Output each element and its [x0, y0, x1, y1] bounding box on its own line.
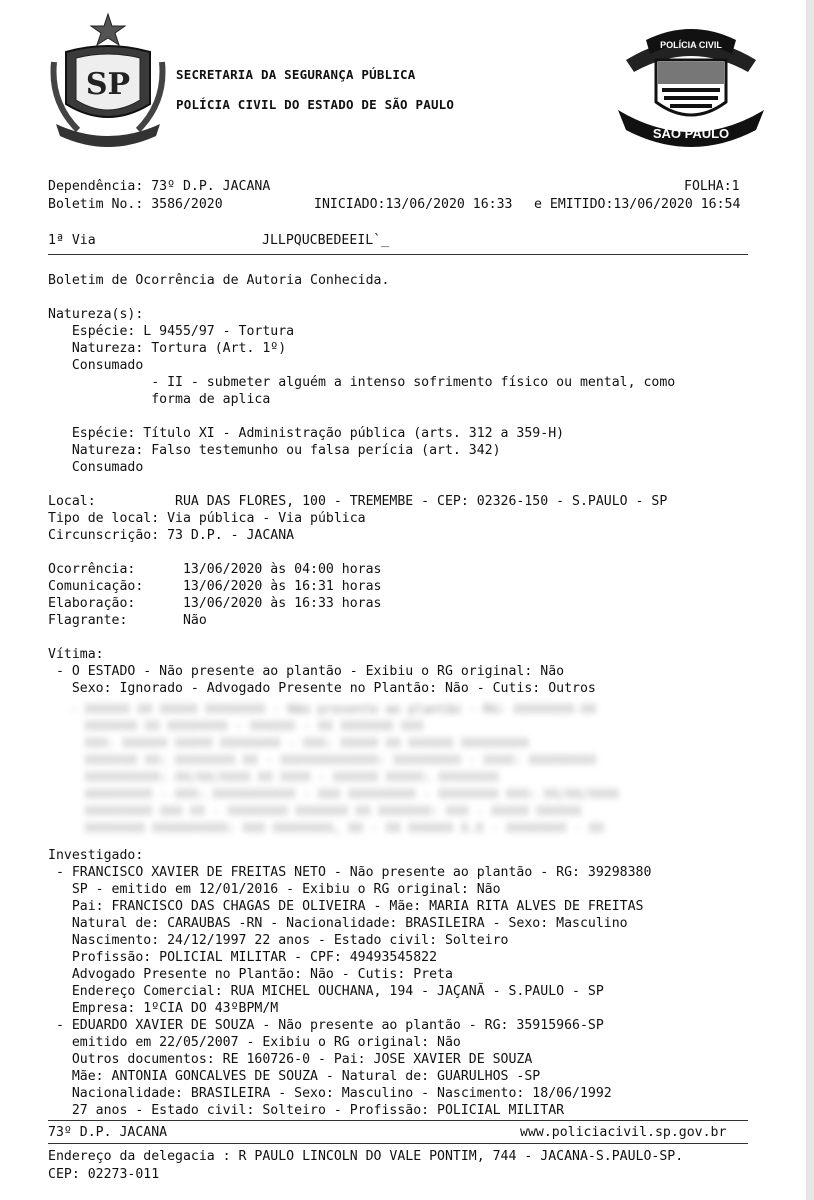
header-policia-civil: POLÍCIA CIVIL DO ESTADO DE SÃO PAULO: [176, 97, 455, 112]
footer-site: www.policiacivil.sp.gov.br: [520, 1125, 727, 1140]
body-line: Natureza: Falso testemunho ou falsa perícia (art. 342): [48, 443, 501, 458]
document-code: JLLPQUCBEDEEIL`_: [262, 233, 390, 248]
redacted-line: XXXXXXX XX: XXXXXXXX XX - XXXXXXXXXXXXX: XXXXXXXXX - XXXX: XXXXXXXXX: [62, 752, 597, 767]
page-edge: [806, 0, 814, 1200]
footer-cep: CEP: 02273-011: [48, 1167, 160, 1182]
body-line: Ocorrência: 13/06/2020 às 04:00 horas: [48, 562, 382, 577]
investigado-line: emitido em 22/05/2007 - Exibiu o RG original: Não: [48, 1035, 461, 1050]
investigado-line: Mãe: ANTONIA GONCALVES DE SOUZA - Natural de: GUARULHOS -SP: [48, 1069, 541, 1084]
body-line: Consumado: [48, 460, 144, 475]
svg-text:SP: SP: [85, 67, 131, 102]
body-line: Vítima:: [48, 647, 104, 662]
redacted-line: XXXXXXX XX XXXXXXXX - XXXXXX - XX XXXXXXX XXX: [62, 718, 424, 733]
investigado-line: Endereço Comercial: RUA MICHEL OUCHANA, 194 - JAÇANÃ - S.PAULO - SP: [48, 984, 604, 999]
investigado-line: Empresa: 1ºCIA DO 43ºBPM/M: [48, 1001, 279, 1016]
redacted-victim-block: [62, 700, 752, 835]
occurrence-body: [48, 272, 675, 697]
policia-civil-badge-logo: [616, 20, 766, 155]
body-line: forma de aplica: [48, 392, 271, 407]
body-line: [48, 408, 675, 425]
dependencia: Dependência: 73º D.P. JACANA: [48, 179, 271, 194]
body-line: Natureza(s):: [48, 307, 144, 322]
investigado-line: Nacionalidade: BRASILEIRA - Sexo: Masculino - Nascimento: 18/06/1992: [48, 1086, 612, 1101]
body-line: - O ESTADO - Não presente ao plantão - Exibiu o RG original: Não: [48, 664, 565, 679]
investigado-line: SP - emitido em 12/01/2016 - Exibiu o RG original: Não: [48, 882, 501, 897]
body-line: Sexo: Ignorado - Advogado Presente no Plantão: Não - Cutis: Outros: [48, 681, 596, 696]
boletim-number: Boletim No.: 3586/2020: [48, 197, 223, 212]
emitido: e EMITIDO:13/06/2020 16:54: [534, 197, 741, 212]
body-line: Espécie: Título XI - Administração pública (arts. 312 a 359-H): [48, 426, 565, 441]
investigado-line: Profissão: POLICIAL MILITAR - CPF: 49493545822: [48, 950, 438, 965]
investigado-line: Natural de: CARAUBAS -RN - Nacionalidade: BRASILEIRA - Sexo: Masculino: [48, 916, 628, 931]
redacted-line: XXXXXXXXX XXX XX - XXXXXXXX XXXXXXX XX XXXXXXX: XXX - XXXXX XXXXXX: [62, 803, 582, 818]
body-line: Flagrante: Não: [48, 613, 207, 628]
redacted-line: XXXXXXXXX - XXX: XXXXXXXXXXX - XXX XXXXXXXXX - XXXXXXXX XXX: XX/XX/XXXX: [62, 786, 619, 801]
redacted-line: XXX: XXXXXX XXXXX XXXXXXXX - XXX: XXXXX XX XXXXXX XXXXXXXXX: [62, 735, 529, 750]
body-line: Circunscrição: 73 D.P. - JACANA: [48, 528, 295, 543]
body-line: Boletim de Ocorrência de Autoria Conhecida.: [48, 273, 390, 288]
footer-address: Endereço da delegacia : R PAULO LINCOLN DO VALE PONTIM, 744 - JACANA-S.PAULO-SP.: [48, 1149, 684, 1164]
divider-footer: [48, 1120, 748, 1121]
investigado-line: Advogado Presente no Plantão: Não - Cutis: Preta: [48, 967, 453, 982]
body-line: Consumado: [48, 358, 144, 373]
iniciado: INICIADO:13/06/2020 16:33: [314, 197, 513, 212]
svg-text:POLÍCIA CIVIL: POLÍCIA CIVIL: [660, 40, 722, 50]
redacted-line: XXXXXXXXXX: XX/XX/XXXX XX XXXX - XXXXXX XXXXX: XXXXXXXX: [62, 769, 499, 784]
body-line: [48, 629, 675, 646]
body-line: Comunicação: 13/06/2020 às 16:31 horas: [48, 579, 382, 594]
body-line: Elaboração: 13/06/2020 às 16:33 horas: [48, 596, 382, 611]
body-line: [48, 289, 675, 306]
divider-footer-bottom: [48, 1143, 748, 1144]
investigado-line: Nascimento: 24/12/1997 22 anos - Estado civil: Solteiro: [48, 933, 509, 948]
investigado-line: - FRANCISCO XAVIER DE FREITAS NETO - Não presente ao plantão - RG: 39298380: [48, 865, 652, 880]
body-line: Local: RUA DAS FLORES, 100 - TREMEMBE - CEP: 02326-150 - S.PAULO - SP: [48, 494, 668, 509]
svg-text:SÃO PAULO: SÃO PAULO: [652, 126, 730, 141]
body-line: - II - submeter alguém a intenso sofrimento físico ou mental, como: [48, 375, 676, 390]
via-label: 1ª Via: [48, 233, 96, 248]
body-line: [48, 476, 675, 493]
body-line: [48, 544, 675, 561]
investigado-line: 27 anos - Estado civil: Solteiro - Profissão: POLICIAL MILITAR: [48, 1103, 565, 1118]
header-secretaria: SECRETARIA DA SEGURANÇA PÚBLICA: [176, 67, 416, 82]
investigado-line: Outros documentos: RE 160726-0 - Pai: JOSE XAVIER DE SOUZA: [48, 1052, 533, 1067]
investigado-line: Pai: FRANCISCO DAS CHAGAS DE OLIVEIRA - Mãe: MARIA RITA ALVES DE FREITAS: [48, 899, 644, 914]
divider-top: [48, 254, 748, 255]
investigado-section: [48, 847, 651, 1119]
investigado-line: Investigado:: [48, 848, 144, 863]
investigado-line: - EDUARDO XAVIER DE SOUZA - Não presente ao plantão - RG: 35915966-SP: [48, 1018, 604, 1033]
footer-dp: 73º D.P. JACANA: [48, 1125, 168, 1140]
body-line: Tipo de local: Via pública - Via pública: [48, 511, 366, 526]
folha: FOLHA:1: [684, 179, 740, 194]
redacted-line: - XXXXXX XX XXXXX XXXXXXXX - Não presente ao plantão - RG: XXXXXXXX-XX: [62, 701, 597, 716]
redacted-line: XXXXXXXX XXXXXXXXXX: XXX XXXXXXXX, XX - XX XXXXXX X.X - XXXXXXXX - XX: [62, 820, 604, 835]
sp-coat-of-arms-logo: [48, 12, 168, 157]
body-line: Espécie: L 9455/97 - Tortura: [48, 324, 295, 339]
body-line: Natureza: Tortura (Art. 1º): [48, 341, 287, 356]
